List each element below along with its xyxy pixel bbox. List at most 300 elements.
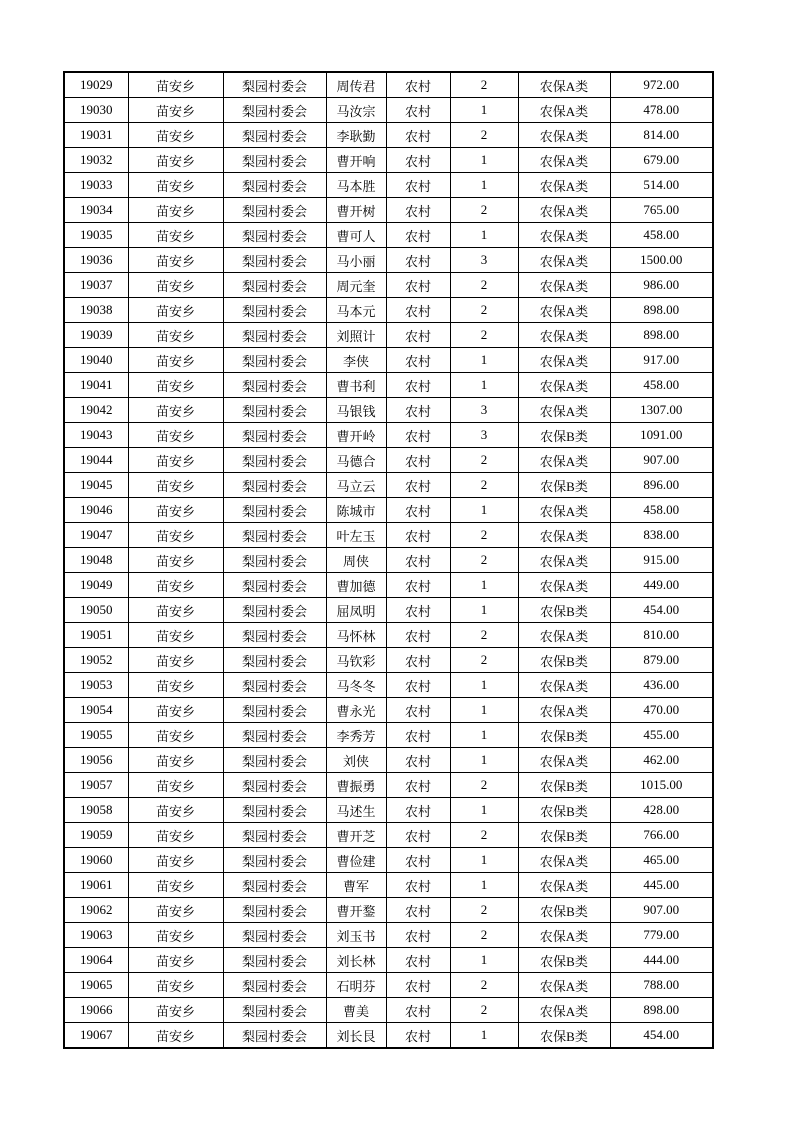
cell-person-count: 1 xyxy=(450,948,518,973)
cell-village-committee: 梨园村委会 xyxy=(223,448,326,473)
cell-serial-number: 19055 xyxy=(64,723,128,748)
cell-serial-number: 19067 xyxy=(64,1023,128,1049)
cell-person-count: 2 xyxy=(450,72,518,98)
cell-category: 农村 xyxy=(386,498,450,523)
cell-amount: 986.00 xyxy=(610,273,713,298)
cell-township: 苗安乡 xyxy=(128,423,223,448)
table-row xyxy=(64,598,713,623)
table-row xyxy=(64,448,713,473)
table-row xyxy=(64,723,713,748)
cell-category: 农村 xyxy=(386,673,450,698)
cell-person-count: 2 xyxy=(450,648,518,673)
cell-amount: 1015.00 xyxy=(610,773,713,798)
cell-village-committee: 梨园村委会 xyxy=(223,573,326,598)
cell-person-count: 3 xyxy=(450,398,518,423)
cell-name: 马冬冬 xyxy=(326,673,386,698)
cell-village-committee: 梨园村委会 xyxy=(223,648,326,673)
cell-name: 曹加德 xyxy=(326,573,386,598)
cell-township: 苗安乡 xyxy=(128,448,223,473)
cell-township: 苗安乡 xyxy=(128,748,223,773)
cell-insurance-type: 农保A类 xyxy=(518,72,610,98)
cell-village-committee: 梨园村委会 xyxy=(223,423,326,448)
cell-serial-number: 19049 xyxy=(64,573,128,598)
cell-person-count: 1 xyxy=(450,698,518,723)
cell-category: 农村 xyxy=(386,648,450,673)
table-row xyxy=(64,398,713,423)
cell-category: 农村 xyxy=(386,373,450,398)
cell-person-count: 2 xyxy=(450,973,518,998)
cell-township: 苗安乡 xyxy=(128,1023,223,1049)
cell-township: 苗安乡 xyxy=(128,623,223,648)
cell-township: 苗安乡 xyxy=(128,223,223,248)
cell-serial-number: 19035 xyxy=(64,223,128,248)
table-row xyxy=(64,823,713,848)
cell-insurance-type: 农保A类 xyxy=(518,973,610,998)
cell-category: 农村 xyxy=(386,598,450,623)
cell-insurance-type: 农保A类 xyxy=(518,248,610,273)
cell-serial-number: 19039 xyxy=(64,323,128,348)
table-row xyxy=(64,373,713,398)
cell-category: 农村 xyxy=(386,1023,450,1049)
cell-village-committee: 梨园村委会 xyxy=(223,248,326,273)
cell-amount: 679.00 xyxy=(610,148,713,173)
cell-insurance-type: 农保A类 xyxy=(518,848,610,873)
cell-village-committee: 梨园村委会 xyxy=(223,698,326,723)
cell-name: 曹开树 xyxy=(326,198,386,223)
cell-name: 马钦彩 xyxy=(326,648,386,673)
cell-name: 曹书利 xyxy=(326,373,386,398)
cell-person-count: 2 xyxy=(450,198,518,223)
cell-serial-number: 19048 xyxy=(64,548,128,573)
cell-serial-number: 19037 xyxy=(64,273,128,298)
cell-insurance-type: 农保A类 xyxy=(518,623,610,648)
cell-category: 农村 xyxy=(386,298,450,323)
cell-village-committee: 梨园村委会 xyxy=(223,523,326,548)
cell-name: 马怀林 xyxy=(326,623,386,648)
cell-amount: 458.00 xyxy=(610,223,713,248)
cell-serial-number: 19051 xyxy=(64,623,128,648)
cell-serial-number: 19060 xyxy=(64,848,128,873)
cell-name: 马小丽 xyxy=(326,248,386,273)
cell-serial-number: 19063 xyxy=(64,923,128,948)
cell-village-committee: 梨园村委会 xyxy=(223,798,326,823)
table-row xyxy=(64,673,713,698)
table-row xyxy=(64,623,713,648)
cell-amount: 462.00 xyxy=(610,748,713,773)
cell-township: 苗安乡 xyxy=(128,923,223,948)
cell-name: 曹开岭 xyxy=(326,423,386,448)
cell-amount: 444.00 xyxy=(610,948,713,973)
cell-amount: 907.00 xyxy=(610,448,713,473)
cell-serial-number: 19056 xyxy=(64,748,128,773)
table-row xyxy=(64,898,713,923)
cell-township: 苗安乡 xyxy=(128,373,223,398)
cell-insurance-type: 农保A类 xyxy=(518,273,610,298)
cell-amount: 1500.00 xyxy=(610,248,713,273)
cell-amount: 445.00 xyxy=(610,873,713,898)
cell-category: 农村 xyxy=(386,898,450,923)
table-row xyxy=(64,1023,713,1049)
cell-category: 农村 xyxy=(386,248,450,273)
cell-insurance-type: 农保B类 xyxy=(518,473,610,498)
cell-person-count: 1 xyxy=(450,348,518,373)
cell-amount: 1091.00 xyxy=(610,423,713,448)
cell-person-count: 1 xyxy=(450,598,518,623)
cell-township: 苗安乡 xyxy=(128,873,223,898)
cell-township: 苗安乡 xyxy=(128,473,223,498)
cell-name: 刘长林 xyxy=(326,948,386,973)
cell-category: 农村 xyxy=(386,723,450,748)
cell-insurance-type: 农保A类 xyxy=(518,398,610,423)
cell-insurance-type: 农保A类 xyxy=(518,673,610,698)
cell-category: 农村 xyxy=(386,473,450,498)
cell-category: 农村 xyxy=(386,148,450,173)
cell-insurance-type: 农保A类 xyxy=(518,698,610,723)
cell-serial-number: 19029 xyxy=(64,72,128,98)
cell-village-committee: 梨园村委会 xyxy=(223,598,326,623)
cell-category: 农村 xyxy=(386,273,450,298)
cell-serial-number: 19038 xyxy=(64,298,128,323)
cell-person-count: 2 xyxy=(450,898,518,923)
cell-serial-number: 19034 xyxy=(64,198,128,223)
cell-person-count: 3 xyxy=(450,248,518,273)
table-row xyxy=(64,72,713,98)
cell-insurance-type: 农保A类 xyxy=(518,148,610,173)
cell-person-count: 2 xyxy=(450,773,518,798)
cell-village-committee: 梨园村委会 xyxy=(223,173,326,198)
cell-insurance-type: 农保A类 xyxy=(518,573,610,598)
cell-serial-number: 19053 xyxy=(64,673,128,698)
cell-insurance-type: 农保B类 xyxy=(518,598,610,623)
cell-name: 屈凤明 xyxy=(326,598,386,623)
cell-person-count: 1 xyxy=(450,798,518,823)
table-row xyxy=(64,198,713,223)
cell-person-count: 1 xyxy=(450,573,518,598)
cell-person-count: 2 xyxy=(450,548,518,573)
cell-township: 苗安乡 xyxy=(128,698,223,723)
cell-category: 农村 xyxy=(386,698,450,723)
cell-name: 石明芬 xyxy=(326,973,386,998)
cell-amount: 1307.00 xyxy=(610,398,713,423)
cell-category: 农村 xyxy=(386,823,450,848)
cell-category: 农村 xyxy=(386,573,450,598)
cell-category: 农村 xyxy=(386,98,450,123)
cell-person-count: 1 xyxy=(450,673,518,698)
cell-insurance-type: 农保A类 xyxy=(518,223,610,248)
cell-village-committee: 梨园村委会 xyxy=(223,398,326,423)
cell-township: 苗安乡 xyxy=(128,798,223,823)
cell-serial-number: 19045 xyxy=(64,473,128,498)
cell-village-committee: 梨园村委会 xyxy=(223,923,326,948)
table-row xyxy=(64,148,713,173)
cell-name: 曹美 xyxy=(326,998,386,1023)
cell-village-committee: 梨园村委会 xyxy=(223,823,326,848)
cell-name: 马述生 xyxy=(326,798,386,823)
cell-serial-number: 19031 xyxy=(64,123,128,148)
cell-name: 马汝宗 xyxy=(326,98,386,123)
cell-category: 农村 xyxy=(386,798,450,823)
cell-village-committee: 梨园村委会 xyxy=(223,548,326,573)
cell-name: 曹军 xyxy=(326,873,386,898)
cell-serial-number: 19040 xyxy=(64,348,128,373)
cell-amount: 896.00 xyxy=(610,473,713,498)
cell-township: 苗安乡 xyxy=(128,848,223,873)
cell-village-committee: 梨园村委会 xyxy=(223,473,326,498)
table-row xyxy=(64,923,713,948)
cell-name: 李耿勤 xyxy=(326,123,386,148)
cell-insurance-type: 农保A类 xyxy=(518,173,610,198)
cell-township: 苗安乡 xyxy=(128,198,223,223)
cell-serial-number: 19044 xyxy=(64,448,128,473)
cell-category: 农村 xyxy=(386,998,450,1023)
cell-name: 曹可人 xyxy=(326,223,386,248)
cell-township: 苗安乡 xyxy=(128,523,223,548)
cell-category: 农村 xyxy=(386,923,450,948)
cell-category: 农村 xyxy=(386,173,450,198)
cell-village-committee: 梨园村委会 xyxy=(223,898,326,923)
cell-township: 苗安乡 xyxy=(128,973,223,998)
cell-serial-number: 19059 xyxy=(64,823,128,848)
cell-township: 苗安乡 xyxy=(128,823,223,848)
cell-amount: 814.00 xyxy=(610,123,713,148)
cell-name: 刘长艮 xyxy=(326,1023,386,1049)
cell-village-committee: 梨园村委会 xyxy=(223,998,326,1023)
cell-amount: 478.00 xyxy=(610,98,713,123)
cell-village-committee: 梨园村委会 xyxy=(223,198,326,223)
cell-insurance-type: 农保A类 xyxy=(518,98,610,123)
cell-township: 苗安乡 xyxy=(128,248,223,273)
cell-amount: 458.00 xyxy=(610,498,713,523)
table-row xyxy=(64,223,713,248)
cell-insurance-type: 农保B类 xyxy=(518,898,610,923)
table-row xyxy=(64,298,713,323)
cell-category: 农村 xyxy=(386,223,450,248)
table-row xyxy=(64,498,713,523)
table-row xyxy=(64,573,713,598)
table-row xyxy=(64,473,713,498)
cell-category: 农村 xyxy=(386,423,450,448)
cell-township: 苗安乡 xyxy=(128,298,223,323)
cell-village-committee: 梨园村委会 xyxy=(223,298,326,323)
cell-village-committee: 梨园村委会 xyxy=(223,323,326,348)
cell-amount: 465.00 xyxy=(610,848,713,873)
cell-serial-number: 19032 xyxy=(64,148,128,173)
cell-person-count: 2 xyxy=(450,448,518,473)
cell-person-count: 2 xyxy=(450,923,518,948)
cell-amount: 972.00 xyxy=(610,72,713,98)
table-row xyxy=(64,773,713,798)
cell-insurance-type: 农保B类 xyxy=(518,723,610,748)
cell-serial-number: 19046 xyxy=(64,498,128,523)
table-row xyxy=(64,998,713,1023)
cell-insurance-type: 农保A类 xyxy=(518,998,610,1023)
table-row xyxy=(64,348,713,373)
table-row xyxy=(64,548,713,573)
cell-village-committee: 梨园村委会 xyxy=(223,273,326,298)
cell-name: 周传君 xyxy=(326,72,386,98)
cell-insurance-type: 农保B类 xyxy=(518,423,610,448)
cell-township: 苗安乡 xyxy=(128,673,223,698)
cell-amount: 470.00 xyxy=(610,698,713,723)
cell-township: 苗安乡 xyxy=(128,573,223,598)
table-row xyxy=(64,173,713,198)
table-row xyxy=(64,973,713,998)
cell-person-count: 1 xyxy=(450,723,518,748)
cell-insurance-type: 农保B类 xyxy=(518,823,610,848)
cell-village-committee: 梨园村委会 xyxy=(223,72,326,98)
cell-serial-number: 19066 xyxy=(64,998,128,1023)
cell-township: 苗安乡 xyxy=(128,723,223,748)
cell-name: 曹永光 xyxy=(326,698,386,723)
cell-serial-number: 19058 xyxy=(64,798,128,823)
table-row xyxy=(64,98,713,123)
cell-category: 农村 xyxy=(386,873,450,898)
cell-person-count: 1 xyxy=(450,498,518,523)
cell-category: 农村 xyxy=(386,323,450,348)
cell-category: 农村 xyxy=(386,198,450,223)
cell-insurance-type: 农保A类 xyxy=(518,873,610,898)
cell-category: 农村 xyxy=(386,348,450,373)
cell-category: 农村 xyxy=(386,448,450,473)
cell-village-committee: 梨园村委会 xyxy=(223,773,326,798)
cell-township: 苗安乡 xyxy=(128,348,223,373)
table-row xyxy=(64,798,713,823)
cell-amount: 917.00 xyxy=(610,348,713,373)
cell-person-count: 1 xyxy=(450,848,518,873)
cell-village-committee: 梨园村委会 xyxy=(223,673,326,698)
cell-village-committee: 梨园村委会 xyxy=(223,973,326,998)
cell-insurance-type: 农保B类 xyxy=(518,1023,610,1049)
cell-person-count: 1 xyxy=(450,1023,518,1049)
cell-category: 农村 xyxy=(386,398,450,423)
cell-person-count: 2 xyxy=(450,273,518,298)
cell-serial-number: 19064 xyxy=(64,948,128,973)
cell-township: 苗安乡 xyxy=(128,773,223,798)
cell-category: 农村 xyxy=(386,773,450,798)
cell-township: 苗安乡 xyxy=(128,948,223,973)
cell-name: 曹开芝 xyxy=(326,823,386,848)
cell-village-committee: 梨园村委会 xyxy=(223,873,326,898)
table-row xyxy=(64,248,713,273)
table-row xyxy=(64,323,713,348)
cell-name: 曹开鍪 xyxy=(326,898,386,923)
cell-amount: 458.00 xyxy=(610,373,713,398)
cell-name: 叶左玉 xyxy=(326,523,386,548)
cell-amount: 907.00 xyxy=(610,898,713,923)
cell-amount: 454.00 xyxy=(610,1023,713,1049)
cell-serial-number: 19065 xyxy=(64,973,128,998)
cell-name: 马立云 xyxy=(326,473,386,498)
cell-village-committee: 梨园村委会 xyxy=(223,98,326,123)
cell-person-count: 2 xyxy=(450,323,518,348)
table-row xyxy=(64,123,713,148)
cell-serial-number: 19042 xyxy=(64,398,128,423)
cell-township: 苗安乡 xyxy=(128,398,223,423)
cell-person-count: 2 xyxy=(450,623,518,648)
cell-township: 苗安乡 xyxy=(128,173,223,198)
cell-amount: 879.00 xyxy=(610,648,713,673)
cell-person-count: 2 xyxy=(450,998,518,1023)
cell-township: 苗安乡 xyxy=(128,598,223,623)
cell-village-committee: 梨园村委会 xyxy=(223,498,326,523)
cell-name: 刘玉书 xyxy=(326,923,386,948)
cell-name: 李侠 xyxy=(326,348,386,373)
cell-insurance-type: 农保B类 xyxy=(518,648,610,673)
cell-amount: 514.00 xyxy=(610,173,713,198)
cell-name: 李秀芳 xyxy=(326,723,386,748)
cell-serial-number: 19047 xyxy=(64,523,128,548)
cell-name: 刘照计 xyxy=(326,323,386,348)
cell-amount: 436.00 xyxy=(610,673,713,698)
cell-person-count: 1 xyxy=(450,173,518,198)
table-row xyxy=(64,423,713,448)
cell-village-committee: 梨园村委会 xyxy=(223,848,326,873)
cell-township: 苗安乡 xyxy=(128,648,223,673)
cell-serial-number: 19033 xyxy=(64,173,128,198)
cell-township: 苗安乡 xyxy=(128,98,223,123)
cell-person-count: 1 xyxy=(450,373,518,398)
cell-insurance-type: 农保A类 xyxy=(518,548,610,573)
cell-person-count: 1 xyxy=(450,98,518,123)
cell-amount: 915.00 xyxy=(610,548,713,573)
cell-name: 周元奎 xyxy=(326,273,386,298)
cell-village-committee: 梨园村委会 xyxy=(223,723,326,748)
cell-insurance-type: 农保A类 xyxy=(518,348,610,373)
cell-person-count: 1 xyxy=(450,873,518,898)
cell-category: 农村 xyxy=(386,748,450,773)
cell-name: 曹振勇 xyxy=(326,773,386,798)
cell-category: 农村 xyxy=(386,623,450,648)
cell-village-committee: 梨园村委会 xyxy=(223,348,326,373)
cell-insurance-type: 农保A类 xyxy=(518,523,610,548)
cell-township: 苗安乡 xyxy=(128,548,223,573)
cell-serial-number: 19041 xyxy=(64,373,128,398)
cell-township: 苗安乡 xyxy=(128,998,223,1023)
cell-name: 曹俭建 xyxy=(326,848,386,873)
table-row xyxy=(64,523,713,548)
cell-person-count: 1 xyxy=(450,148,518,173)
benefits-table xyxy=(63,71,714,1049)
cell-category: 农村 xyxy=(386,523,450,548)
table-row xyxy=(64,698,713,723)
cell-name: 曹开响 xyxy=(326,148,386,173)
cell-amount: 779.00 xyxy=(610,923,713,948)
cell-serial-number: 19052 xyxy=(64,648,128,673)
cell-township: 苗安乡 xyxy=(128,72,223,98)
cell-amount: 449.00 xyxy=(610,573,713,598)
cell-insurance-type: 农保A类 xyxy=(518,448,610,473)
cell-serial-number: 19050 xyxy=(64,598,128,623)
cell-amount: 454.00 xyxy=(610,598,713,623)
cell-village-committee: 梨园村委会 xyxy=(223,148,326,173)
cell-township: 苗安乡 xyxy=(128,123,223,148)
cell-village-committee: 梨园村委会 xyxy=(223,1023,326,1049)
cell-insurance-type: 农保A类 xyxy=(518,373,610,398)
cell-village-committee: 梨园村委会 xyxy=(223,623,326,648)
cell-insurance-type: 农保A类 xyxy=(518,748,610,773)
cell-insurance-type: 农保B类 xyxy=(518,798,610,823)
cell-amount: 788.00 xyxy=(610,973,713,998)
cell-person-count: 1 xyxy=(450,223,518,248)
cell-name: 马德合 xyxy=(326,448,386,473)
cell-amount: 455.00 xyxy=(610,723,713,748)
cell-person-count: 2 xyxy=(450,823,518,848)
cell-insurance-type: 农保A类 xyxy=(518,123,610,148)
cell-amount: 898.00 xyxy=(610,323,713,348)
cell-amount: 838.00 xyxy=(610,523,713,548)
cell-insurance-type: 农保A类 xyxy=(518,198,610,223)
table-row xyxy=(64,873,713,898)
